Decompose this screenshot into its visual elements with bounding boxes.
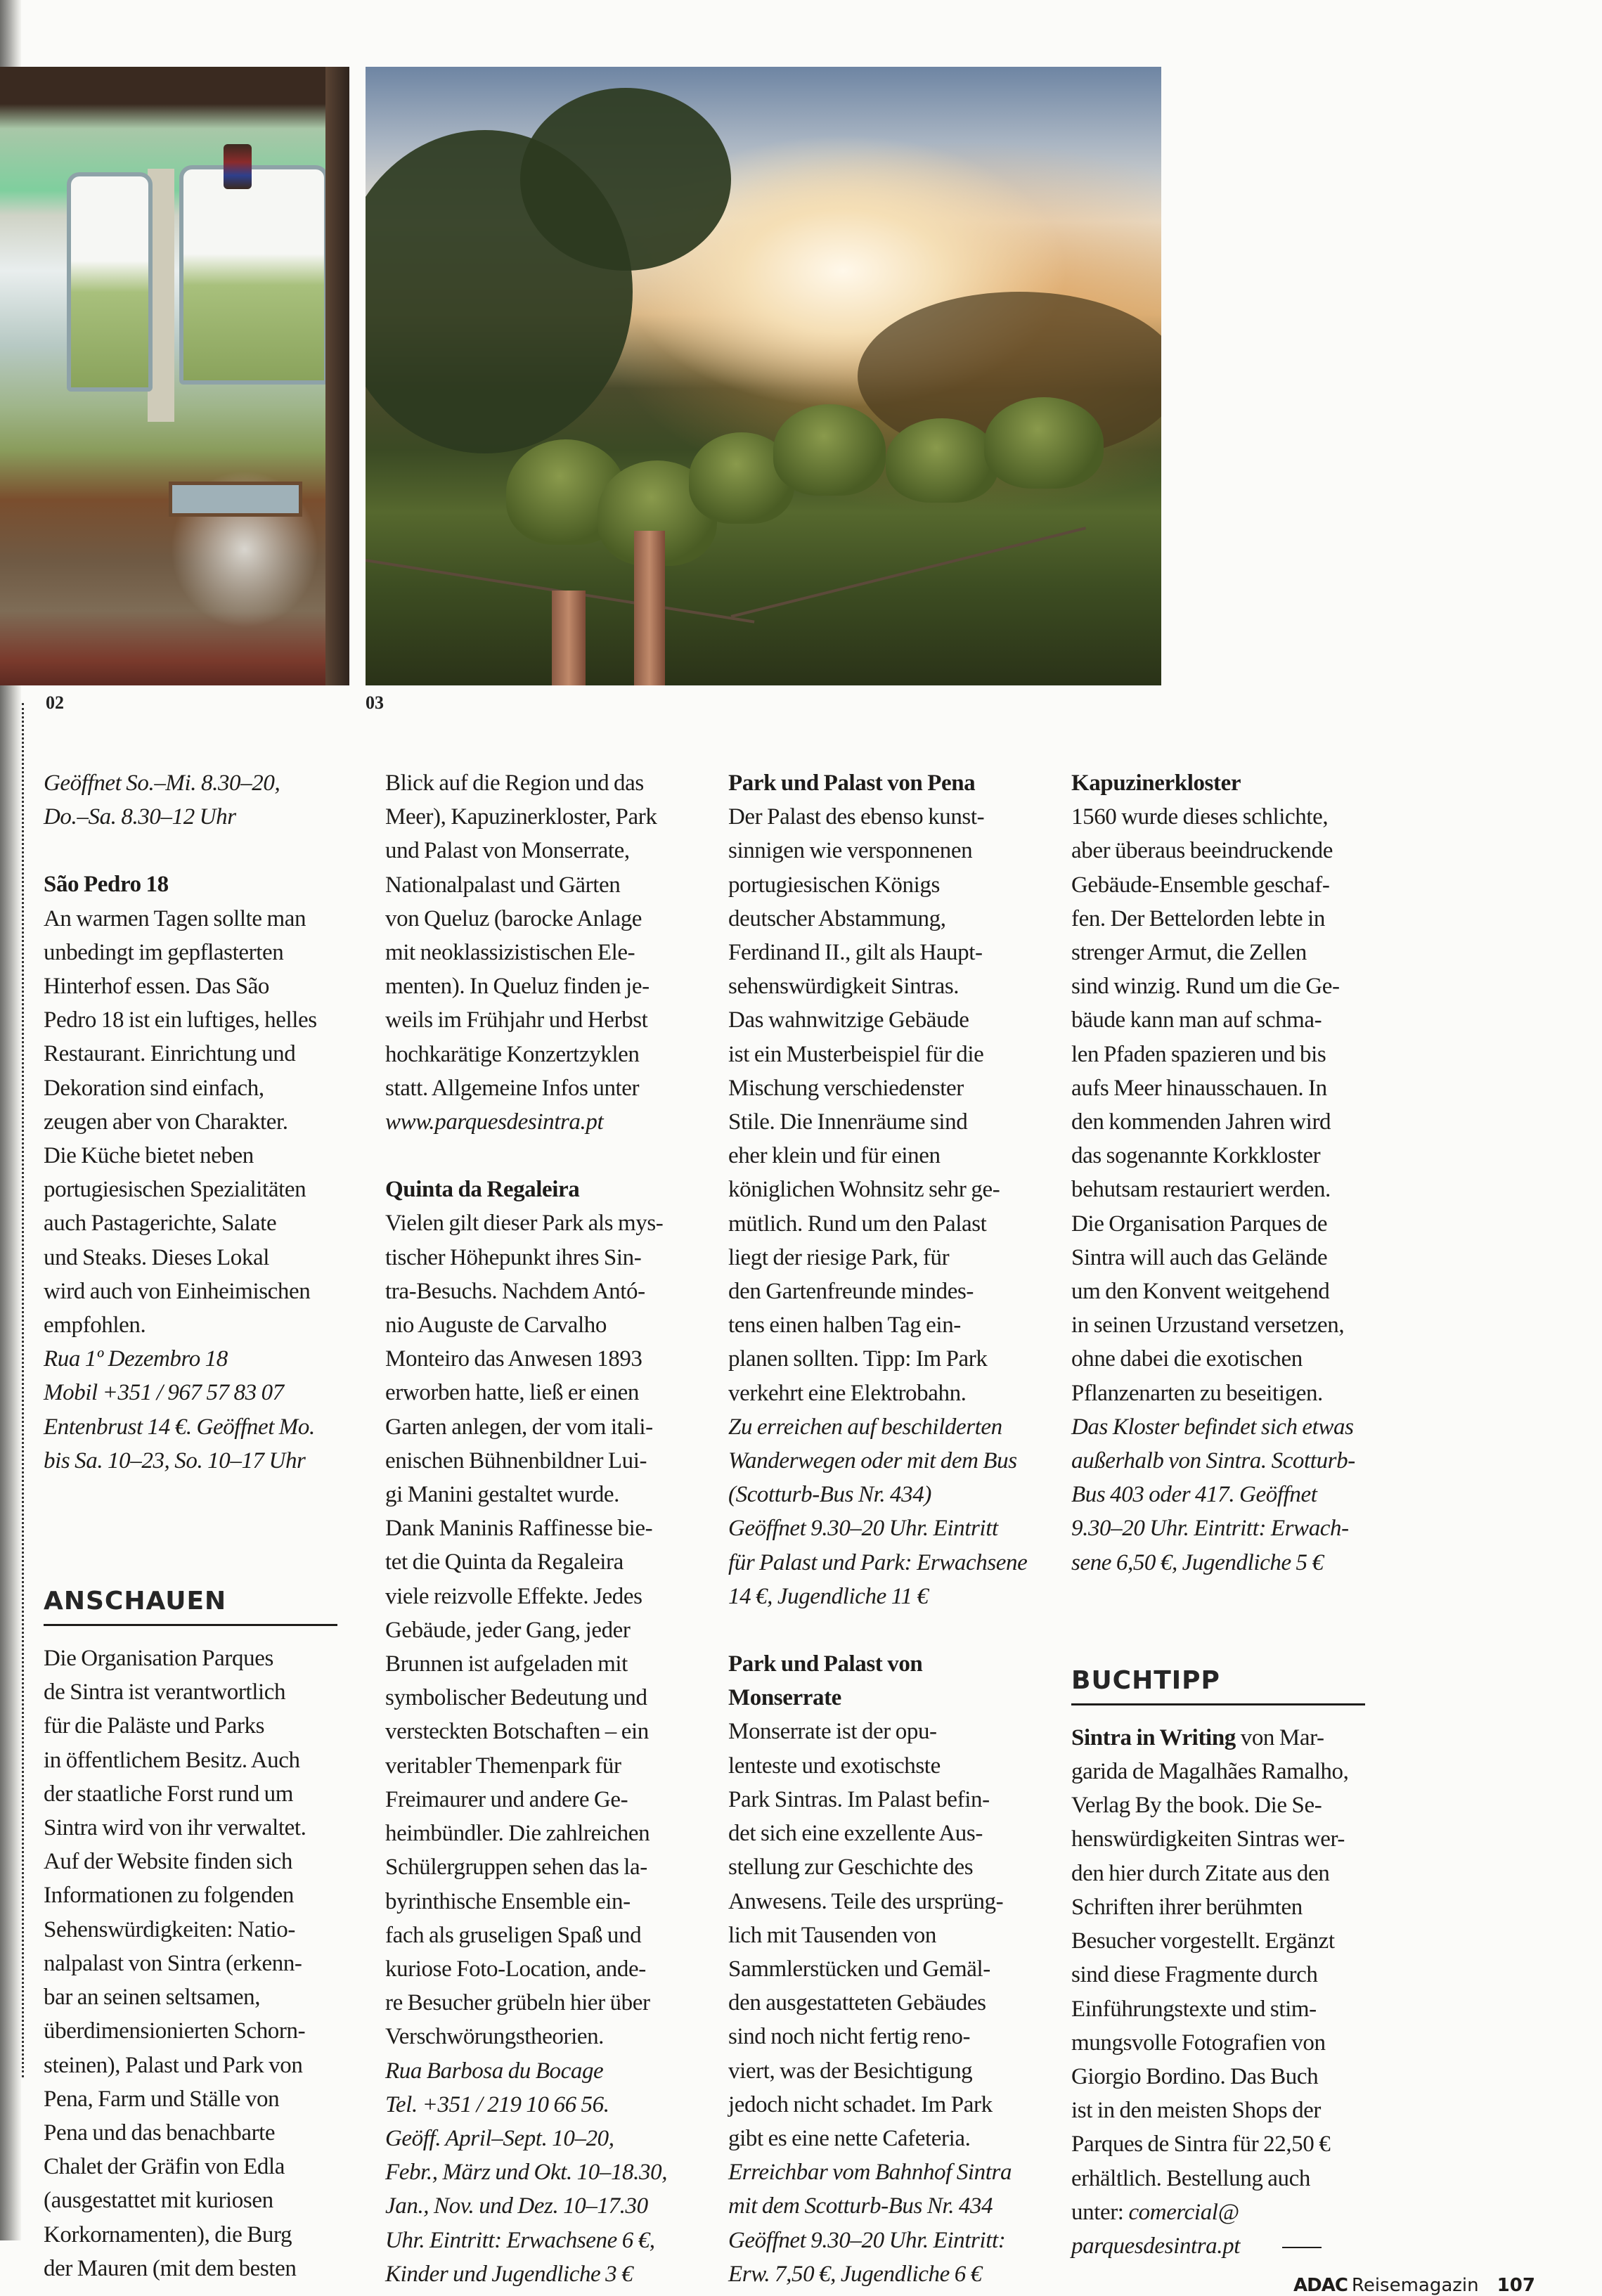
info-line-group bbox=[728, 1410, 1038, 1613]
body-line: deutscher Abstammung, bbox=[728, 905, 946, 931]
body-text: von Mar- bbox=[1235, 1724, 1324, 1750]
photo-post bbox=[552, 591, 586, 685]
order-line bbox=[1071, 2195, 1381, 2229]
body-line: zeugen aber von Charakter. bbox=[44, 1109, 288, 1135]
body-line: Hinterhof essen. Das São bbox=[44, 974, 269, 1000]
info-line-group bbox=[44, 1342, 353, 1478]
page-number: 107 bbox=[1497, 2275, 1535, 2296]
photo-post bbox=[634, 531, 665, 685]
website-link[interactable]: www.parquesdesintra.pt bbox=[385, 1109, 604, 1135]
body-line: jedoch nicht schadet. Im Park bbox=[728, 2091, 993, 2117]
book-first-line bbox=[1071, 1721, 1381, 1755]
info-line: Geöffnet So.–Mi. 8.30–20, bbox=[44, 770, 280, 796]
body-line: der Mauren (mit dem besten bbox=[44, 2255, 297, 2281]
email-link-part[interactable]: comercial@ bbox=[1128, 2199, 1239, 2225]
body-line: von Queluz (barocke Anlage bbox=[385, 905, 642, 931]
body-line: sind winzig. Rund um die Ge- bbox=[1071, 974, 1340, 1000]
photo-door-frame bbox=[325, 67, 349, 685]
photo-window bbox=[67, 172, 153, 392]
info-line: Febr., März und Okt. 10–18.30, bbox=[385, 2160, 668, 2186]
photo-window bbox=[179, 165, 328, 385]
body-line: Garten anlegen, der vom itali- bbox=[385, 1414, 653, 1440]
info-line-group bbox=[385, 2054, 695, 2291]
body-line: Stile. Die Innenräume sind bbox=[728, 1109, 968, 1135]
body-line: henswürdigkeiten Sintras wer- bbox=[1071, 1826, 1345, 1852]
body-line: Besucher vorgestellt. Ergänzt bbox=[1071, 1928, 1335, 1954]
body-line: Informationen zu folgenden bbox=[44, 1883, 294, 1909]
body-line: mütlich. Rund um den Palast bbox=[728, 1211, 987, 1237]
order-prefix: unter: bbox=[1071, 2199, 1129, 2225]
body-line: mungsvolle Fotografien von bbox=[1071, 2030, 1326, 2056]
body-line: hochkarätige Konzertzyklen bbox=[385, 1041, 640, 1067]
entry-title: Park und Palast von bbox=[728, 1651, 923, 1677]
body-line: Einführungstexte und stim- bbox=[1071, 1996, 1317, 2022]
body-line: Sintra wird von ihr verwaltet. bbox=[44, 1815, 306, 1841]
info-line: Bus 403 oder 417. Geöffnet bbox=[1071, 1482, 1317, 1508]
body-line: bar an seinen seltsamen, bbox=[44, 1985, 261, 2011]
email-link-part[interactable]: parquesdesintra.pt bbox=[1071, 2233, 1240, 2259]
footer-magazine: Reisemagazin bbox=[1351, 2275, 1479, 2296]
info-line: Geöffnet 9.30–20 Uhr. Eintritt bbox=[728, 1516, 998, 1542]
info-line: Rua Barbosa du Bocage bbox=[385, 2058, 604, 2084]
info-line: für Palast und Park: Erwachsene bbox=[728, 1549, 1028, 1575]
body-line: Auf der Website finden sich bbox=[44, 1849, 293, 1875]
body-line: um den Konvent weitgehend bbox=[1071, 1279, 1330, 1305]
photo-railing bbox=[731, 527, 1087, 618]
photo-caption-02: 02 bbox=[46, 692, 64, 713]
photo-tree bbox=[520, 88, 731, 271]
body-line: Mischung verschiedenster bbox=[728, 1075, 964, 1101]
body-line: Gebäude-Ensemble geschaf- bbox=[1071, 872, 1330, 898]
body-line: lenteste und exotischste bbox=[728, 1753, 941, 1779]
page-footer bbox=[1293, 2275, 1535, 2296]
body-line: gibt es eine nette Cafeteria. bbox=[728, 2125, 971, 2151]
body-line: Pedro 18 ist ein luftiges, helles bbox=[44, 1007, 317, 1033]
email-line bbox=[1071, 2229, 1381, 2263]
entry-title: Quinta da Regaleira bbox=[385, 1177, 580, 1203]
body-line: Monserrate ist der opu- bbox=[728, 1719, 937, 1745]
body-line: fach als gruseligen Spaß und bbox=[385, 1922, 642, 1948]
body-line: Blick auf die Region und das bbox=[385, 770, 644, 796]
photo-hedge bbox=[984, 397, 1104, 489]
body-line: unbedingt im gepflasterten bbox=[44, 939, 284, 965]
section-rule bbox=[44, 1624, 337, 1626]
body-line: das sogenannte Korkkloster bbox=[1071, 1143, 1321, 1169]
info-line: Jan., Nov. und Dez. 10–17.30 bbox=[385, 2193, 648, 2219]
body-line: Ferdinand II., gilt als Haupt- bbox=[728, 940, 983, 966]
info-line: Uhr. Eintritt: Erwachsene 6 €, bbox=[385, 2227, 655, 2253]
column-1 bbox=[44, 766, 353, 2285]
column-4 bbox=[1071, 766, 1381, 2263]
info-line: Kinder und Jugendliche 3 € bbox=[385, 2261, 633, 2287]
body-line: Sintra will auch das Gelände bbox=[1071, 1244, 1328, 1270]
body-line: portugiesischen Königs bbox=[728, 872, 940, 898]
body-line: Restaurant. Einrichtung und bbox=[44, 1041, 296, 1067]
body-line: empfohlen. bbox=[44, 1313, 146, 1339]
body-line: stellung zur Geschichte des bbox=[728, 1855, 974, 1881]
body-line: Pena, Farm und Ställe von bbox=[44, 2086, 280, 2112]
body-line: Pena und das benachbarte bbox=[44, 2120, 276, 2146]
body-line: bäude kann man auf schma- bbox=[1071, 1007, 1322, 1033]
body-line: tet die Quinta da Regaleira bbox=[385, 1549, 624, 1575]
body-line: mit neoklassizistischen Ele- bbox=[385, 940, 635, 966]
body-line: der staatliche Forst rund um bbox=[44, 1781, 294, 1807]
body-line: Brunnen ist aufgeladen mit bbox=[385, 1651, 628, 1677]
body-line: Vielen gilt dieser Park als mys- bbox=[385, 1211, 664, 1237]
body-line: Verschwörungstheorien. bbox=[385, 2024, 605, 2050]
body-line: sehenswürdigkeit Sintras. bbox=[728, 974, 960, 1000]
body-line: kuriose Foto-Location, ande- bbox=[385, 1956, 646, 1982]
info-line: Mobil +351 / 967 57 83 07 bbox=[44, 1380, 284, 1406]
info-line: mit dem Scotturb-Bus Nr. 434 bbox=[728, 2193, 993, 2219]
photo-table bbox=[169, 482, 302, 517]
body-line: Sammlerstücken und Gemäl- bbox=[728, 1956, 990, 1982]
body-line: Chalet der Gräfin von Edla bbox=[44, 2154, 285, 2180]
body-line: auch Pastagerichte, Salate bbox=[44, 1211, 277, 1237]
body-line: ohne dabei die exotischen bbox=[1071, 1346, 1303, 1372]
body-line: ist in den meisten Shops der bbox=[1071, 2098, 1322, 2124]
body-line: ist ein Musterbeispiel für die bbox=[728, 1041, 984, 1067]
body-line: für die Paläste und Parks bbox=[44, 1713, 265, 1739]
body-line: symbolischer Bedeutung und bbox=[385, 1685, 647, 1711]
body-line: den Gartenfreunde mindes- bbox=[728, 1279, 974, 1305]
entry-kapuzinerkloster bbox=[1071, 766, 1381, 1580]
body-line-group bbox=[44, 1642, 353, 2285]
body-line: Der Palast des ebenso kunst- bbox=[728, 804, 985, 830]
info-line: Do.–Sa. 8.30–12 Uhr bbox=[44, 804, 236, 830]
body-line: viele reizvolle Effekte. Jedes bbox=[385, 1583, 642, 1609]
body-line: versteckten Botschaften – ein bbox=[385, 1719, 649, 1745]
entry-quinta-da-regaleira bbox=[385, 1173, 695, 2291]
column-2 bbox=[385, 766, 695, 2291]
body-line: erworben hatte, ließ er einen bbox=[385, 1380, 639, 1406]
entry-title: Park und Palast von Pena bbox=[728, 770, 976, 796]
body-line: Parques de Sintra für 22,50 € bbox=[1071, 2131, 1331, 2158]
info-line: Entenbrust 14 €. Geöffnet Mo. bbox=[44, 1414, 315, 1440]
body-line: viert, was der Besichtigung bbox=[728, 2058, 973, 2084]
body-line: in seinen Urzustand versetzen, bbox=[1071, 1313, 1345, 1339]
body-line: tra-Besuchs. Nachdem Antó- bbox=[385, 1278, 645, 1304]
body-line-group bbox=[385, 1206, 695, 2053]
body-line: weils im Frühjahr und Herbst bbox=[385, 1007, 648, 1033]
body-line: byrinthische Ensemble ein- bbox=[385, 1888, 631, 1914]
body-line: und Palast von Monserrate, bbox=[385, 838, 630, 864]
body-line: Die Küche bietet neben bbox=[44, 1143, 254, 1169]
body-line: fen. Der Bettelorden lebte in bbox=[1071, 905, 1325, 931]
info-line: Geöffnet 9.30–20 Uhr. Eintritt: bbox=[728, 2227, 1006, 2253]
body-line: Anwesens. Teile des ursprüng- bbox=[728, 1888, 1004, 1914]
body-line: lich mit Tausenden von bbox=[728, 1922, 936, 1948]
body-line: len Pfaden spazieren und bis bbox=[1071, 1041, 1326, 1067]
intro-hours bbox=[44, 766, 353, 834]
info-line: Zu erreichen auf beschilderten bbox=[728, 1414, 1002, 1440]
body-line: re Besucher grübeln hier über bbox=[385, 1990, 650, 2016]
body-line: tens einen halben Tag ein- bbox=[728, 1313, 961, 1339]
body-line: den hier durch Zitate aus den bbox=[1071, 1860, 1330, 1886]
body-line: Sehenswürdigkeiten: Natio- bbox=[44, 1916, 295, 1942]
entry-title: Monserrate bbox=[728, 1685, 841, 1711]
body-line: erhältlich. Bestellung auch bbox=[1071, 2165, 1311, 2191]
section-rule bbox=[1071, 1703, 1365, 1705]
section-heading: BUCHTIPP bbox=[1071, 1665, 1220, 1695]
body-line: Freimaurer und andere Ge- bbox=[385, 1786, 628, 1812]
body-line: Giorgio Bordino. Das Buch bbox=[1071, 2063, 1319, 2089]
body-line: liegt der riesige Park, für bbox=[728, 1244, 950, 1270]
info-line: Wanderwegen oder mit dem Bus bbox=[728, 1448, 1017, 1474]
body-line: 1560 wurde dieses schlichte, bbox=[1071, 804, 1329, 830]
body-line: An warmen Tagen sollte man bbox=[44, 905, 306, 931]
info-line: Geöff. April–Sept. 10–20, bbox=[385, 2125, 614, 2151]
info-line: Rua 1º Dezembro 18 bbox=[44, 1346, 228, 1372]
body-line: planen sollten. Tipp: Im Park bbox=[728, 1346, 988, 1372]
body-line: gi Manini gestaltet wurde. bbox=[385, 1482, 620, 1508]
section-anschauen bbox=[44, 1583, 353, 2285]
section-buchtipp bbox=[1071, 1663, 1381, 2263]
entry-title: Kapuzinerkloster bbox=[1071, 770, 1241, 796]
body-line: tischer Höhepunkt ihres Sin- bbox=[385, 1244, 642, 1270]
entry-monserrate bbox=[728, 1647, 1038, 2291]
footer-brand: ADAC bbox=[1293, 2275, 1348, 2296]
body-line: Pflanzenarten zu beseitigen. bbox=[1071, 1380, 1323, 1406]
body-line: Korkornamenten), die Burg bbox=[44, 2221, 292, 2247]
section-heading: ANSCHAUEN bbox=[44, 1587, 227, 1616]
body-line: eher klein und für einen bbox=[728, 1143, 941, 1169]
body-line: strenger Armut, die Zellen bbox=[1071, 940, 1307, 966]
body-line: behutsam restauriert werden. bbox=[1071, 1177, 1331, 1203]
body-line: überdimensionierten Schorn- bbox=[44, 2018, 306, 2044]
info-line: Erreichbar vom Bahnhof Sintra bbox=[728, 2160, 1012, 2186]
photo-caption-03: 03 bbox=[366, 692, 384, 713]
info-line: 9.30–20 Uhr. Eintritt: Erwach- bbox=[1071, 1516, 1349, 1542]
body-line: Monteiro das Anwesen 1893 bbox=[385, 1346, 642, 1372]
body-line-group bbox=[728, 1715, 1038, 2155]
info-line: 14 €, Jugendliche 11 € bbox=[728, 1583, 929, 1609]
body-line-group bbox=[1071, 1755, 1381, 2195]
body-line-group bbox=[728, 800, 1038, 1410]
body-line: det sich eine exzellente Aus- bbox=[728, 1821, 983, 1847]
body-line: sind diese Fragmente durch bbox=[1071, 1962, 1318, 1988]
photo-lantern bbox=[224, 144, 252, 189]
body-line: sinnigen wie versponnenen bbox=[728, 838, 973, 864]
info-line: (Scotturb-Bus Nr. 434) bbox=[728, 1482, 931, 1508]
body-line: Meer), Kapuzinerkloster, Park bbox=[385, 804, 657, 830]
info-line: Tel. +351 / 219 10 66 56. bbox=[385, 2091, 609, 2117]
body-line: königlichen Wohnsitz sehr ge- bbox=[728, 1177, 1000, 1203]
body-line: Gebäude, jeder Gang, jeder bbox=[385, 1617, 631, 1643]
entry-pena bbox=[728, 766, 1038, 1613]
body-line: Die Organisation Parques de bbox=[1071, 1211, 1328, 1237]
info-line: Das Kloster befindet sich etwas bbox=[1071, 1414, 1354, 1440]
body-line: den ausgestatteten Gebäudes bbox=[728, 1990, 986, 2016]
body-line: Die Organisation Parques bbox=[44, 1646, 273, 1672]
body-line: statt. Allgemeine Infos unter bbox=[385, 1075, 640, 1101]
body-line: aber überaus beeindruckende bbox=[1071, 838, 1333, 864]
body-line: Dank Maninis Raffinesse bie- bbox=[385, 1516, 653, 1542]
article-end-mark bbox=[1282, 2247, 1322, 2248]
body-line: sind noch nicht fertig reno- bbox=[728, 2024, 971, 2050]
gutter-dotted-rule bbox=[22, 703, 24, 2077]
entry-title: São Pedro 18 bbox=[44, 872, 169, 898]
info-line: bis Sa. 10–23, So. 10–17 Uhr bbox=[44, 1447, 306, 1473]
column-3 bbox=[728, 766, 1038, 2291]
body-line: heimbündler. Die zahlreichen bbox=[385, 1821, 650, 1847]
body-line: Schülergruppen sehen das la- bbox=[385, 1855, 647, 1881]
entry-title-group bbox=[728, 1647, 1038, 1715]
body-line: Dekoration sind einfach, bbox=[44, 1075, 264, 1101]
body-line: enischen Bühnenbildner Lui- bbox=[385, 1447, 647, 1473]
body-line: nalpalast von Sintra (erkenn- bbox=[44, 1950, 302, 1976]
body-line: portugiesischen Spezialitäten bbox=[44, 1177, 306, 1203]
body-line-group bbox=[44, 902, 353, 1343]
body-line: nio Auguste de Carvalho bbox=[385, 1313, 607, 1339]
photo-hedge bbox=[886, 418, 998, 503]
photo-garden-sunset bbox=[366, 67, 1161, 685]
body-line: aufs Meer hinausschauen. In bbox=[1071, 1075, 1327, 1101]
book-title: Sintra in Writing bbox=[1071, 1724, 1236, 1750]
body-line-group bbox=[1071, 800, 1381, 1410]
body-line: Das wahnwitzige Gebäude bbox=[728, 1007, 969, 1033]
body-line: garida de Magalhães Ramalho, bbox=[1071, 1759, 1349, 1785]
photo-interior-room bbox=[0, 67, 349, 685]
body-line: de Sintra ist verantwortlich bbox=[44, 1679, 286, 1705]
body-line: steinen), Palast und Park von bbox=[44, 2052, 303, 2078]
body-line: wird auch von Einheimischen bbox=[44, 1278, 311, 1304]
body-line: Verlag By the book. Die Se- bbox=[1071, 1793, 1322, 1819]
body-line: und Steaks. Dieses Lokal bbox=[44, 1244, 270, 1270]
body-line: verkehrt eine Elektrobahn. bbox=[728, 1380, 967, 1406]
info-line-group bbox=[1071, 1410, 1381, 1580]
info-line: sene 6,50 €, Jugendliche 5 € bbox=[1071, 1549, 1324, 1575]
body-line: den kommenden Jahren wird bbox=[1071, 1109, 1331, 1135]
body-line: veritabler Themenpark für bbox=[385, 1753, 621, 1779]
body-line: (ausgestattet mit kuriosen bbox=[44, 2188, 273, 2214]
info-line-group bbox=[728, 2155, 1038, 2291]
photo-hedge bbox=[773, 404, 886, 496]
body-line: Nationalpalast und Gärten bbox=[385, 872, 621, 898]
info-line: Erw. 7,50 €, Jugendliche 6 € bbox=[728, 2261, 982, 2287]
body-line: menten). In Queluz finden je- bbox=[385, 974, 650, 1000]
body-line: Park Sintras. Im Palast befin- bbox=[728, 1786, 990, 1812]
entry-sao-pedro bbox=[44, 868, 353, 1478]
body-line: in öffentlichem Besitz. Auch bbox=[44, 1747, 300, 1773]
body-line-group bbox=[385, 766, 695, 1105]
info-line: außerhalb von Sintra. Scotturb- bbox=[1071, 1448, 1355, 1474]
body-line: Schriften ihrer berühmten bbox=[1071, 1894, 1303, 1920]
